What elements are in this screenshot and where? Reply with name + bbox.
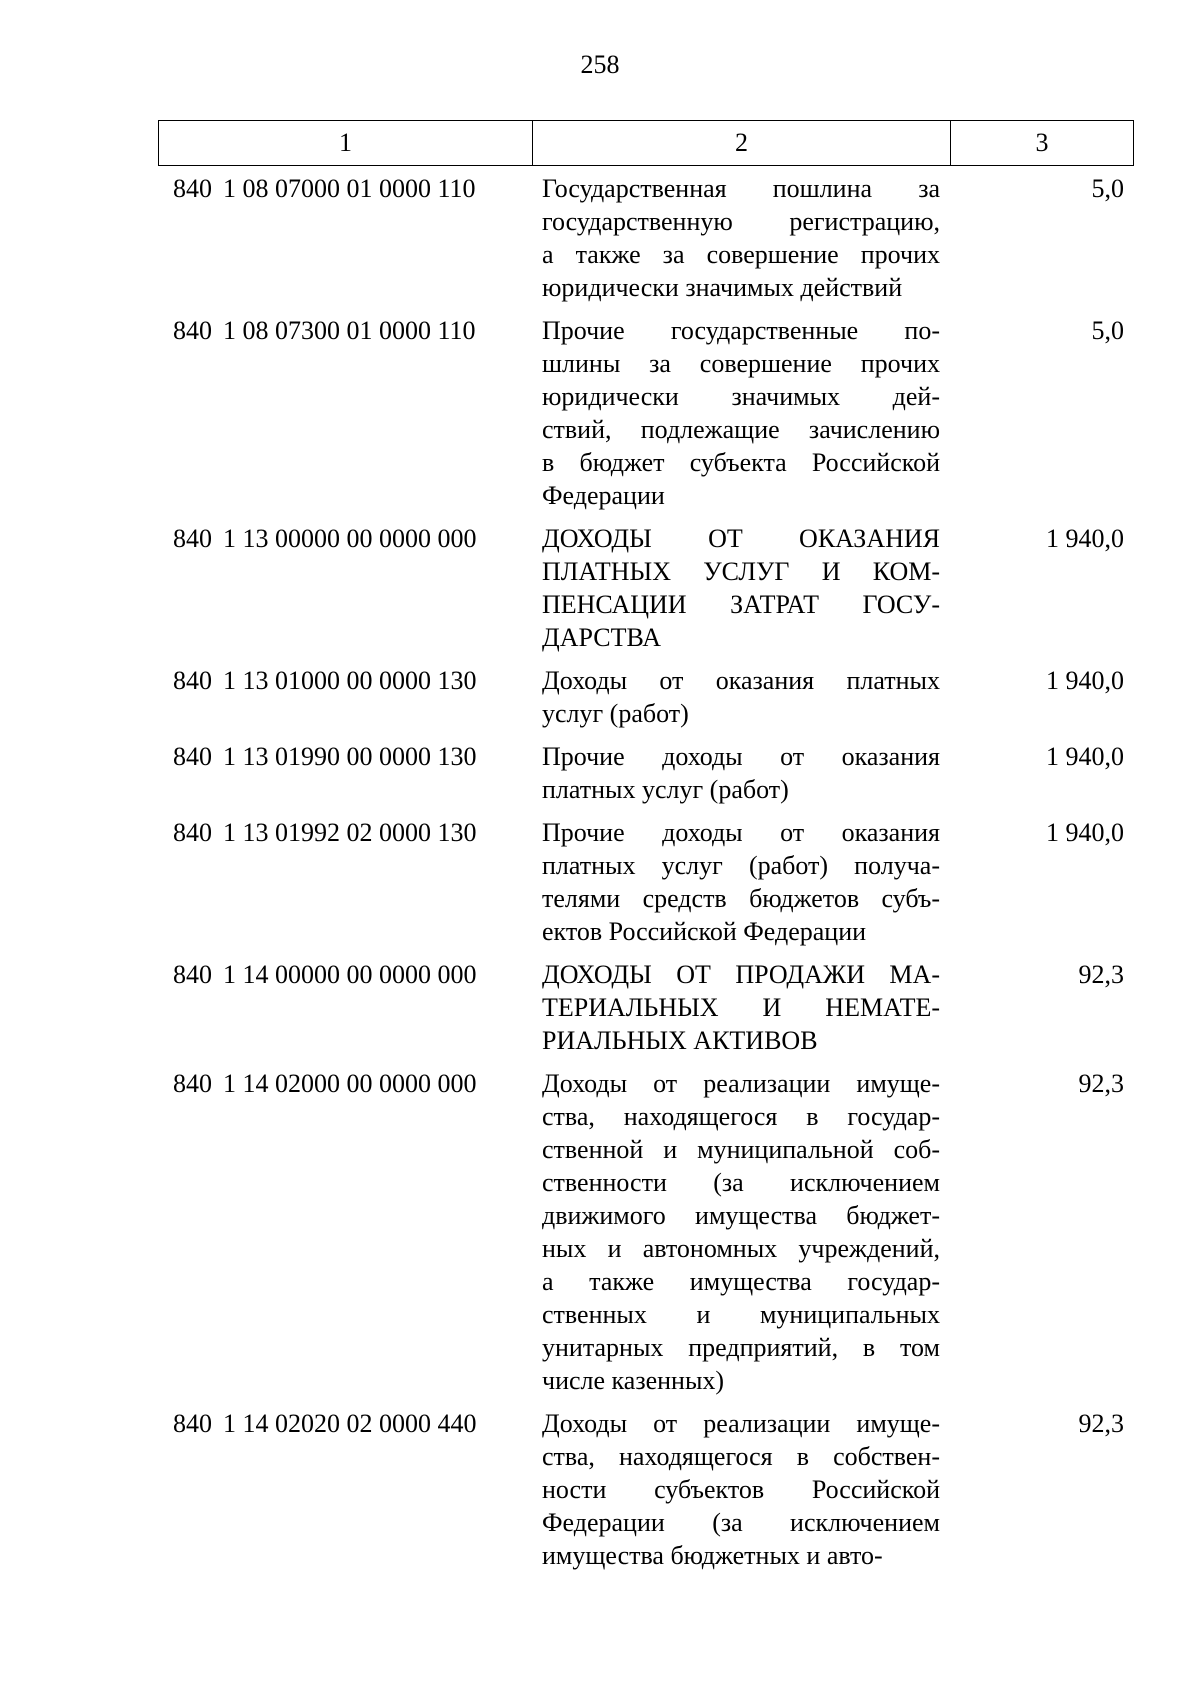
table-row xyxy=(158,1067,1134,1397)
name-line: ственных и муниципальных xyxy=(542,1300,940,1329)
header-col-3: 3 xyxy=(1035,128,1049,157)
revenue-code: 1 13 01990 00 0000 130 xyxy=(223,742,477,771)
name-line: платных услуг (работ) xyxy=(542,775,789,804)
revenue-code: 1 13 01000 00 0000 130 xyxy=(223,666,477,695)
table-row xyxy=(158,314,1134,512)
name-line: шлины за совершение прочих xyxy=(542,349,940,378)
admin-code: 840 xyxy=(173,666,212,695)
name-line: услуг (работ) xyxy=(542,699,689,728)
revenue-code: 1 14 02020 02 0000 440 xyxy=(223,1409,477,1438)
revenue-code: 1 13 01992 02 0000 130 xyxy=(223,818,477,847)
name-line: ДАРСТВА xyxy=(542,623,661,652)
admin-code: 840 xyxy=(173,174,212,203)
page-number: 258 xyxy=(580,50,620,79)
revenue-name xyxy=(532,664,950,730)
amount: 92,3 xyxy=(1078,960,1124,989)
name-line: Доходы от реализации имуще- xyxy=(542,1409,940,1438)
revenue-code: 1 13 00000 00 0000 000 xyxy=(223,524,477,553)
name-line: движимого имущества бюджет- xyxy=(542,1201,940,1230)
name-line: ТЕРИАЛЬНЫХ И НЕМАТЕ- xyxy=(542,993,940,1022)
name-line: Федерации (за исключением xyxy=(542,1508,940,1537)
name-line: ства, находящегося в собствен- xyxy=(542,1442,940,1471)
name-line: Прочие государственные по- xyxy=(542,316,940,345)
amount: 92,3 xyxy=(1078,1069,1124,1098)
name-line: а также за совершение прочих xyxy=(542,240,940,269)
revenue-name xyxy=(532,314,950,512)
name-line: ных и автономных учреждений, xyxy=(542,1234,940,1263)
name-line: ственности (за исключением xyxy=(542,1168,940,1197)
table-row xyxy=(158,958,1134,1057)
amount: 1 940,0 xyxy=(1046,524,1124,553)
name-line: Прочие доходы от оказания xyxy=(542,742,940,771)
name-line: юридически значимых действий xyxy=(542,273,903,302)
admin-code: 840 xyxy=(173,960,212,989)
admin-code: 840 xyxy=(173,316,212,345)
admin-code: 840 xyxy=(173,742,212,771)
table-row xyxy=(158,816,1134,948)
name-line: унитарных предприятий, в том xyxy=(542,1333,940,1362)
revenue-name xyxy=(532,172,950,304)
table-row xyxy=(158,522,1134,654)
revenue-code: 1 14 02000 00 0000 000 xyxy=(223,1069,477,1098)
name-line: ствий, подлежащие зачислению xyxy=(542,415,940,444)
name-line: ПЛАТНЫХ УСЛУГ И КОМ- xyxy=(542,557,940,586)
name-line: Доходы от оказания платных xyxy=(542,666,940,695)
revenue-name xyxy=(532,740,950,806)
name-line: в бюджет субъекта Российской xyxy=(542,448,940,477)
admin-code: 840 xyxy=(173,818,212,847)
name-line: числе казенных) xyxy=(542,1366,725,1395)
revenue-code: 1 14 00000 00 0000 000 xyxy=(223,960,477,989)
admin-code: 840 xyxy=(173,1069,212,1098)
amount: 1 940,0 xyxy=(1046,666,1124,695)
name-line: государственную регистрацию, xyxy=(542,207,940,236)
amount: 5,0 xyxy=(1091,174,1124,203)
name-line: ектов Российской Федерации xyxy=(542,917,867,946)
revenue-name xyxy=(532,1067,950,1397)
amount: 1 940,0 xyxy=(1046,818,1124,847)
amount: 1 940,0 xyxy=(1046,742,1124,771)
table-body xyxy=(158,172,1134,1582)
table-row xyxy=(158,664,1134,730)
name-line: а также имущества государ- xyxy=(542,1267,940,1296)
name-line: Доходы от реализации имуще- xyxy=(542,1069,940,1098)
table-row xyxy=(158,1407,1134,1572)
name-line: ства, находящегося в государ- xyxy=(542,1102,940,1131)
name-line: ДОХОДЫ ОТ ОКАЗАНИЯ xyxy=(542,524,940,553)
name-line: юридически значимых дей- xyxy=(542,382,940,411)
revenue-name xyxy=(532,522,950,654)
name-line: ности субъектов Российской xyxy=(542,1475,940,1504)
revenue-name xyxy=(532,958,950,1057)
revenue-name xyxy=(532,1407,950,1572)
name-line: Прочие доходы от оказания xyxy=(542,818,940,847)
name-line: Государственная пошлина за xyxy=(542,174,940,203)
admin-code: 840 xyxy=(173,1409,212,1438)
revenue-name xyxy=(532,816,950,948)
revenue-code: 1 08 07000 01 0000 110 xyxy=(223,174,476,203)
name-line: Федерации xyxy=(542,481,665,510)
name-line: РИАЛЬНЫХ АКТИВОВ xyxy=(542,1026,818,1055)
name-line: платных услуг (работ) получа- xyxy=(542,851,940,880)
header-col-2: 2 xyxy=(533,121,951,165)
revenue-code: 1 08 07300 01 0000 110 xyxy=(223,316,476,345)
header-col-1: 1 xyxy=(159,121,533,165)
name-line: ственной и муниципальной соб- xyxy=(542,1135,940,1164)
name-line: ПЕНСАЦИИ ЗАТРАТ ГОСУ- xyxy=(542,590,940,619)
amount: 92,3 xyxy=(1078,1409,1124,1438)
name-line: ДОХОДЫ ОТ ПРОДАЖИ МА- xyxy=(542,960,940,989)
name-line: телями средств бюджетов субъ- xyxy=(542,884,940,913)
table-header xyxy=(158,120,1134,166)
table-row xyxy=(158,172,1134,304)
name-line: имущества бюджетных и авто- xyxy=(542,1541,883,1570)
amount: 5,0 xyxy=(1091,316,1124,345)
admin-code: 840 xyxy=(173,524,212,553)
table-row xyxy=(158,740,1134,806)
